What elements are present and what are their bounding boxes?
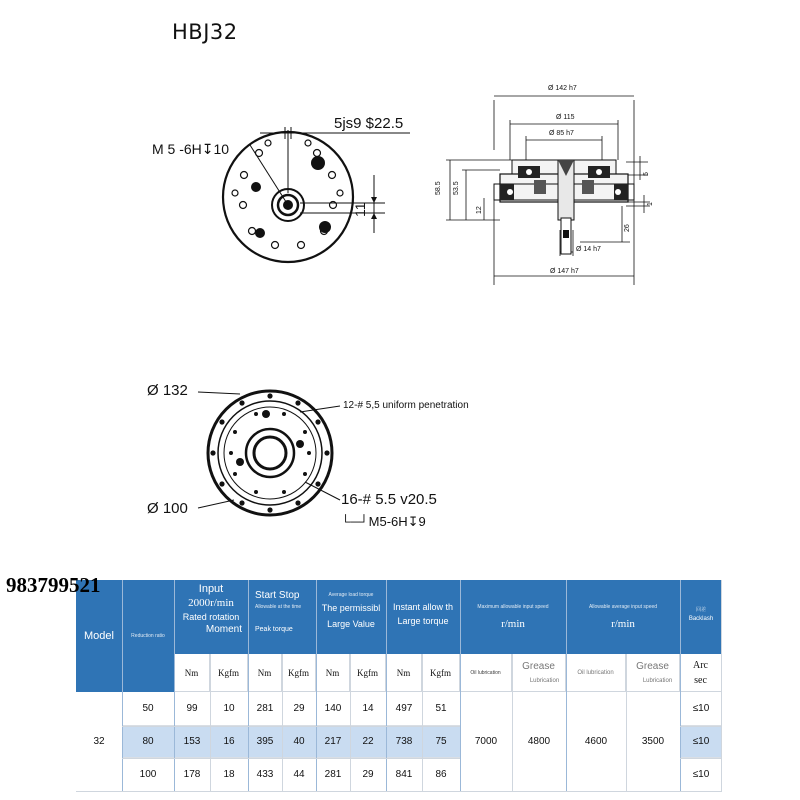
dim-53-5: 53.5 bbox=[453, 181, 460, 195]
dim-147: Ø 147 h7 bbox=[550, 268, 579, 275]
watermark-code: 983799521 bbox=[6, 573, 101, 597]
row3-rated-kgfm: 18 bbox=[210, 758, 248, 792]
row2-peak-kgfm: 40 bbox=[282, 726, 316, 758]
header-start-stop: Start Stop Allowable at the time Peak torque bbox=[248, 580, 316, 654]
model-value: 32 bbox=[76, 692, 122, 792]
rear-view-drawing bbox=[140, 370, 500, 540]
spec-table bbox=[76, 580, 722, 792]
sub-rated-kgfm: Kgfm bbox=[210, 654, 248, 692]
row1-rated-nm: 99 bbox=[174, 692, 210, 726]
row3-inst-nm: 841 bbox=[386, 758, 422, 792]
sub-peak-nm: Nm bbox=[248, 654, 282, 692]
row3-rated-nm: 178 bbox=[174, 758, 210, 792]
row2-avg-nm: 217 bbox=[316, 726, 350, 758]
dim-1: 1 bbox=[647, 202, 654, 206]
row3-avg-kgfm: 29 bbox=[350, 758, 386, 792]
header-ratio: Reduction ratio bbox=[122, 580, 174, 692]
header-model: Model bbox=[76, 580, 122, 692]
front-key-depth-label: 11 bbox=[352, 202, 368, 217]
row2-avg-kgfm: 22 bbox=[350, 726, 386, 758]
row1-inst-kgfm: 51 bbox=[422, 692, 460, 726]
header-input: Input 2000r/min Rated rotation Moment bbox=[174, 580, 248, 654]
row2-ratio: 80 bbox=[122, 726, 174, 758]
max-speed-oil: 7000 bbox=[460, 692, 512, 792]
dim-14: Ø 14 h7 bbox=[576, 246, 601, 253]
header-instant: Instant allow th Large torque bbox=[386, 580, 460, 654]
sub-avg-kgfm: Kgfm bbox=[350, 654, 386, 692]
rear-thread-label: └─┘M5-6H↧9 bbox=[341, 514, 426, 529]
row1-avg-nm: 140 bbox=[316, 692, 350, 726]
front-thread-label: M 5 -6H↧10 bbox=[152, 141, 230, 157]
header-avg-load: Average load torque The permissibl Large Value bbox=[316, 580, 386, 654]
sub-inst-kgfm: Kgfm bbox=[422, 654, 460, 692]
row3-peak-nm: 433 bbox=[248, 758, 282, 792]
front-view-drawing bbox=[140, 105, 420, 285]
row3-backlash: ≤10 bbox=[680, 758, 722, 792]
row2-rated-kgfm: 16 bbox=[210, 726, 248, 758]
row1-rated-kgfm: 10 bbox=[210, 692, 248, 726]
rear-outer-diameter: Ø 132 bbox=[147, 382, 188, 399]
row3-inst-kgfm: 86 bbox=[422, 758, 460, 792]
row2-peak-nm: 395 bbox=[248, 726, 282, 758]
front-keyway-label: 5js9 $22.5 bbox=[334, 115, 404, 132]
dim-142: Ø 142 h7 bbox=[548, 85, 577, 92]
dim-85: Ø 85 h7 bbox=[549, 130, 574, 137]
row1-peak-kgfm: 29 bbox=[282, 692, 316, 726]
sub-peak-kgfm: Kgfm bbox=[282, 654, 316, 692]
row1-ratio: 50 bbox=[122, 692, 174, 726]
row1-avg-kgfm: 14 bbox=[350, 692, 386, 726]
sub-inst-nm: Nm bbox=[386, 654, 422, 692]
dim-115: Ø 115 bbox=[556, 114, 575, 121]
row2-backlash: ≤10 bbox=[680, 726, 722, 758]
row3-peak-kgfm: 44 bbox=[282, 758, 316, 792]
rear-holes-12-label: 12-# 5,5 uniform penetration bbox=[343, 400, 469, 411]
avg-speed-grease: 3500 bbox=[626, 692, 680, 792]
dim-5: 5 bbox=[643, 172, 650, 176]
sub-max-oil: Oil lubrication bbox=[460, 654, 512, 692]
rear-holes-16-label: 16-# 5.5 v20.5 bbox=[341, 491, 437, 508]
header-avg-speed: Allowable average input speed r/min bbox=[566, 580, 680, 654]
dim-58-5: 58.5 bbox=[435, 181, 442, 195]
header-max-speed: Maximum allowable input speed r/min bbox=[460, 580, 566, 654]
sub-avg-grease: Grease Lubrication bbox=[626, 654, 680, 692]
sub-avg-oil: Oil lubrication bbox=[566, 654, 626, 692]
max-speed-grease: 4800 bbox=[512, 692, 566, 792]
row2-inst-nm: 738 bbox=[386, 726, 422, 758]
header-backlash: 回差 Backlash bbox=[680, 580, 722, 654]
avg-speed-oil: 4600 bbox=[566, 692, 626, 792]
row1-backlash: ≤10 bbox=[680, 692, 722, 726]
sub-avg-nm: Nm bbox=[316, 654, 350, 692]
model-title: HBJ32 bbox=[172, 20, 238, 44]
rear-inner-diameter: Ø 100 bbox=[147, 500, 188, 517]
row2-rated-nm: 153 bbox=[174, 726, 210, 758]
sub-rated-nm: Nm bbox=[174, 654, 210, 692]
section-view-drawing bbox=[430, 80, 660, 290]
dim-26: 26 bbox=[624, 224, 631, 232]
sub-max-grease: Grease Lubrication bbox=[512, 654, 566, 692]
row1-peak-nm: 281 bbox=[248, 692, 282, 726]
row2-inst-kgfm: 75 bbox=[422, 726, 460, 758]
dim-12: 12 bbox=[476, 206, 483, 214]
row3-ratio: 100 bbox=[122, 758, 174, 792]
sub-arc-sec: Arc sec bbox=[680, 654, 722, 692]
row3-avg-nm: 281 bbox=[316, 758, 350, 792]
row1-inst-nm: 497 bbox=[386, 692, 422, 726]
